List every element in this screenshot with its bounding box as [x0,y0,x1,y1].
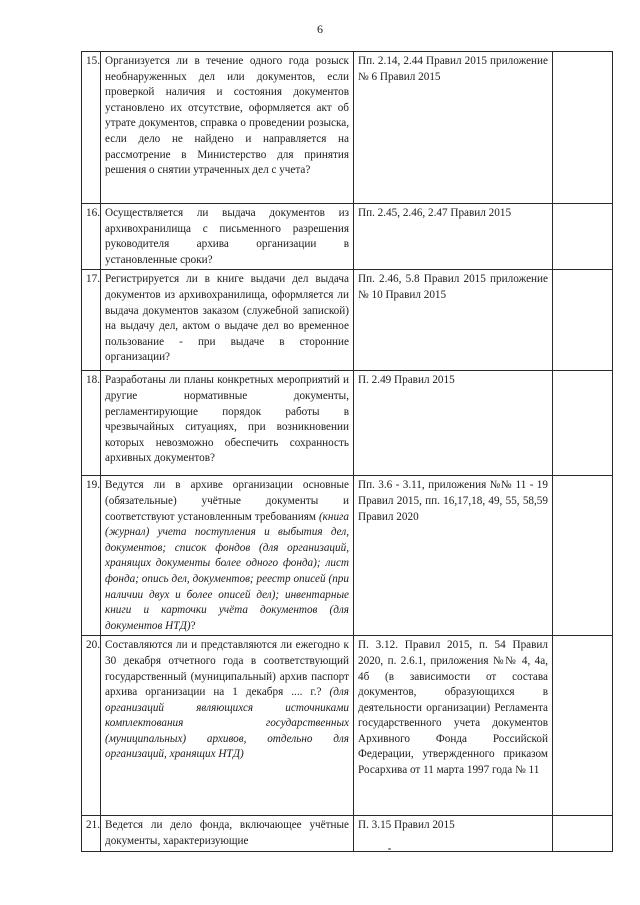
table-row [82,371,613,476]
reference-cell: П. 3.15 Правил 2015 [354,816,553,851]
question-text: Ведутся ли в архиве организации основные (обязательные) учётные документы и соответствуют установленным требованиям [105,479,349,523]
row-number: 16. [82,204,101,270]
reference-cell: П. 3.12. Правил 2015, п. 54 Правил 2020, п. 2.6.1, приложения №№ 4, 4а, 4б (в зависимости от состава документов, образующихся в деятельности организации) Регламента государственного учета документов Архивного Фонда Российской Федерации, утвержденного приказом Росархива от 11 марта 1997 года № 11 [354,636,553,816]
row-number: 21. [82,816,101,851]
result-cell [553,52,613,204]
reference-cell: Пп. 3.6 - 3.11, приложения №№ 11 - 19 Правил 2015, пп. 16,17,18, 49, 55, 58,59 Правил 2020 [354,476,553,636]
question-italic-note: (книга (журнал) учета поступления и выбытия дел, документов; список фондов (для организаций, хранящих документы более одного фонда); лист фонда; опись дел, документов; реестр описей (при наличии двух и более описей дел); инвентарные книги и карточки учёта документов (для документов НТД) [105,510,349,632]
question-text: Осуществляется ли выдача документов из архивохранилища с письменного разрешения руководителя архива организации в установленные сроки? [105,207,349,266]
reference-cell: П. 2.49 Правил 2015 [354,371,553,476]
reference-cell: Пп. 2.14, 2.44 Правил 2015 приложение № 6 Правил 2015 [354,52,553,204]
result-cell [553,816,613,851]
question-text: Ведется ли дело фонда, включающее учётные документы, характеризующие [105,819,349,847]
question-cell [101,52,354,204]
question-cell [101,636,354,816]
question-cell [101,270,354,371]
question-cell [101,816,354,851]
row-number: 19. [82,476,101,636]
table-row [82,476,613,636]
row-number: 15. [82,52,101,204]
result-cell [553,636,613,816]
question-italic-note: (для организаций являющихся источниками комплектования государственных (муниципальных) архивов, отдельно для организаций, хранящих НТД) [105,686,349,761]
question-text: Составляются ли и представляются ли ежегодно к 30 декабря отчетного года в соответствующий государственный (муниципальный) архив паспорт архива организации на 1 декабря .... г.? [105,639,349,699]
page-number: 6 [317,22,323,36]
scan-speck [388,848,391,850]
result-cell [553,204,613,270]
table-row [82,52,613,204]
checklist-table [81,51,613,852]
reference-cell: Пп. 2.46, 5.8 Правил 2015 приложение № 10 Правил 2015 [354,270,553,371]
result-cell [553,371,613,476]
question-text: Разработаны ли планы конкретных мероприятий и другие нормативные документы, регламентирующие порядок работы в чрезвычайных ситуациях, при возникновении которых невозможно обеспечить сохранность архивных документов? [105,374,349,465]
question-cell [101,204,354,270]
table-row [82,204,613,270]
question-text-after: ? [190,619,196,632]
question-text: Организуется ли в течение одного года розыск необнаруженных дел или документов, если проверкой наличия и состояния документов установлено их отсутствие, оформляется акт об утрате документов, справка о проведении розыска, если дело не найдено и направляется на рассмотрение в Министерство для принятия решения о снятии утраченных дел с учета? [105,55,349,177]
reference-cell: Пп. 2.45, 2.46, 2.47 Правил 2015 [354,204,553,270]
question-cell [101,476,354,636]
table-row [82,636,613,816]
table-row [82,270,613,371]
table-row [82,816,613,851]
row-number: 18. [82,371,101,476]
result-cell [553,270,613,371]
result-cell [553,476,613,636]
question-cell [101,371,354,476]
row-number: 17. [82,270,101,371]
row-number: 20. [82,636,101,816]
question-text: Регистрируется ли в книге выдачи дел выдача документов из архивохранилища, оформляется ли выдача документов заказом (служебной запиской) на выдачу дел, актом о выдаче дел во временное пользование - при выдаче в сторонние организации? [105,273,349,364]
